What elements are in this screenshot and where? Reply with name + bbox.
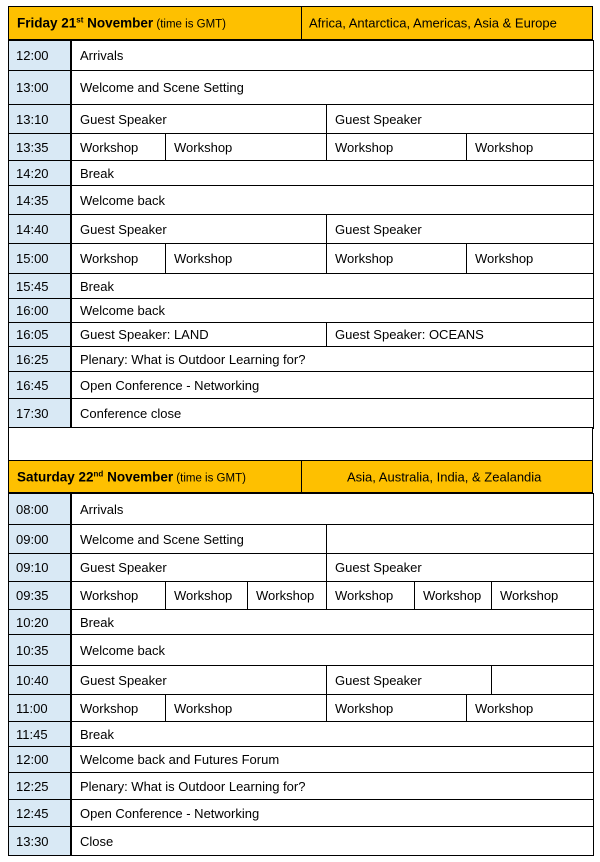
session-cell: Guest Speaker xyxy=(326,104,594,134)
session-cell: Workshop xyxy=(71,243,166,274)
session-cell: Workshop xyxy=(491,581,594,610)
session-cell: Break xyxy=(71,273,594,299)
time-cell: 16:45 xyxy=(8,371,71,399)
time-cell: 12:45 xyxy=(8,799,71,827)
time-cell: 13:00 xyxy=(8,70,71,105)
session-cell: Workshop xyxy=(247,581,327,610)
session-cell: Plenary: What is Outdoor Learning for? xyxy=(71,772,594,800)
session-cell: Workshop xyxy=(71,581,166,610)
time-cell: 09:00 xyxy=(8,524,71,554)
friday-regions: Africa, Antarctica, Americas, Asia & Europe xyxy=(309,15,557,31)
time-cell: 14:40 xyxy=(8,214,71,244)
session-cell: Workshop xyxy=(466,133,594,161)
session-cell: Workshop xyxy=(165,581,248,610)
friday-header-divider xyxy=(301,7,302,39)
time-cell: 10:20 xyxy=(8,609,71,635)
session-cell: Workshop xyxy=(326,694,467,722)
session-cell: Guest Speaker xyxy=(326,553,594,582)
time-cell: 15:45 xyxy=(8,273,71,299)
session-cell: Welcome and Scene Setting xyxy=(71,524,327,554)
time-cell: 11:00 xyxy=(8,694,71,722)
session-cell: Workshop xyxy=(71,133,166,161)
session-cell: Arrivals xyxy=(71,40,594,71)
time-cell: 16:00 xyxy=(8,298,71,323)
time-cell: 12:00 xyxy=(8,746,71,773)
time-cell: 16:25 xyxy=(8,346,71,372)
time-cell: 09:10 xyxy=(8,553,71,582)
session-cell xyxy=(326,524,594,554)
saturday-day-title: Saturday 22nd November (time is GMT) xyxy=(17,469,246,484)
session-cell: Workshop xyxy=(165,133,327,161)
session-cell: Workshop xyxy=(326,581,415,610)
session-cell: Workshop xyxy=(466,694,594,722)
time-cell: 13:30 xyxy=(8,826,71,856)
time-cell: 10:35 xyxy=(8,634,71,666)
session-cell: Break xyxy=(71,160,594,186)
session-cell: Guest Speaker: LAND xyxy=(71,322,327,347)
session-cell: Break xyxy=(71,609,594,635)
session-cell: Arrivals xyxy=(71,493,594,525)
day-separator xyxy=(8,427,593,461)
time-cell: 09:35 xyxy=(8,581,71,610)
session-cell: Welcome back xyxy=(71,185,594,215)
session-cell: Open Conference - Networking xyxy=(71,371,594,399)
session-cell: Workshop xyxy=(71,694,166,722)
time-cell: 17:30 xyxy=(8,398,71,429)
time-cell: 10:40 xyxy=(8,665,71,695)
session-cell: Guest Speaker xyxy=(326,214,594,244)
session-cell: Workshop xyxy=(414,581,492,610)
session-cell: Guest Speaker xyxy=(326,665,492,695)
session-cell: Welcome back xyxy=(71,298,594,323)
time-cell: 16:05 xyxy=(8,322,71,347)
session-cell xyxy=(491,665,594,695)
time-cell: 15:00 xyxy=(8,243,71,274)
session-cell: Conference close xyxy=(71,398,594,429)
saturday-regions: Asia, Australia, India, & Zealandia xyxy=(347,469,542,484)
session-cell: Open Conference - Networking xyxy=(71,799,594,827)
time-cell: 14:35 xyxy=(8,185,71,215)
session-cell: Guest Speaker xyxy=(71,553,327,582)
session-cell: Plenary: What is Outdoor Learning for? xyxy=(71,346,594,372)
session-cell: Guest Speaker xyxy=(71,214,327,244)
session-cell: Workshop xyxy=(466,243,594,274)
time-cell: 12:00 xyxy=(8,40,71,71)
session-cell: Workshop xyxy=(326,133,467,161)
session-cell: Guest Speaker xyxy=(71,665,327,695)
session-cell: Break xyxy=(71,721,594,747)
session-cell: Welcome back xyxy=(71,634,594,666)
time-cell: 11:45 xyxy=(8,721,71,747)
session-cell: Welcome back and Futures Forum xyxy=(71,746,594,773)
session-cell: Workshop xyxy=(326,243,467,274)
session-cell: Welcome and Scene Setting xyxy=(71,70,594,105)
time-cell: 13:35 xyxy=(8,133,71,161)
friday-header xyxy=(8,6,593,40)
session-cell: Close xyxy=(71,826,594,856)
saturday-header xyxy=(8,460,593,493)
time-cell: 12:25 xyxy=(8,772,71,800)
time-cell: 13:10 xyxy=(8,104,71,134)
session-cell: Guest Speaker: OCEANS xyxy=(326,322,594,347)
session-cell: Guest Speaker xyxy=(71,104,327,134)
friday-day-title: Friday 21st November (time is GMT) xyxy=(17,15,227,31)
session-cell: Workshop xyxy=(165,694,327,722)
time-cell: 08:00 xyxy=(8,493,71,525)
session-cell: Workshop xyxy=(165,243,327,274)
saturday-header-divider xyxy=(301,461,302,492)
time-cell: 14:20 xyxy=(8,160,71,186)
